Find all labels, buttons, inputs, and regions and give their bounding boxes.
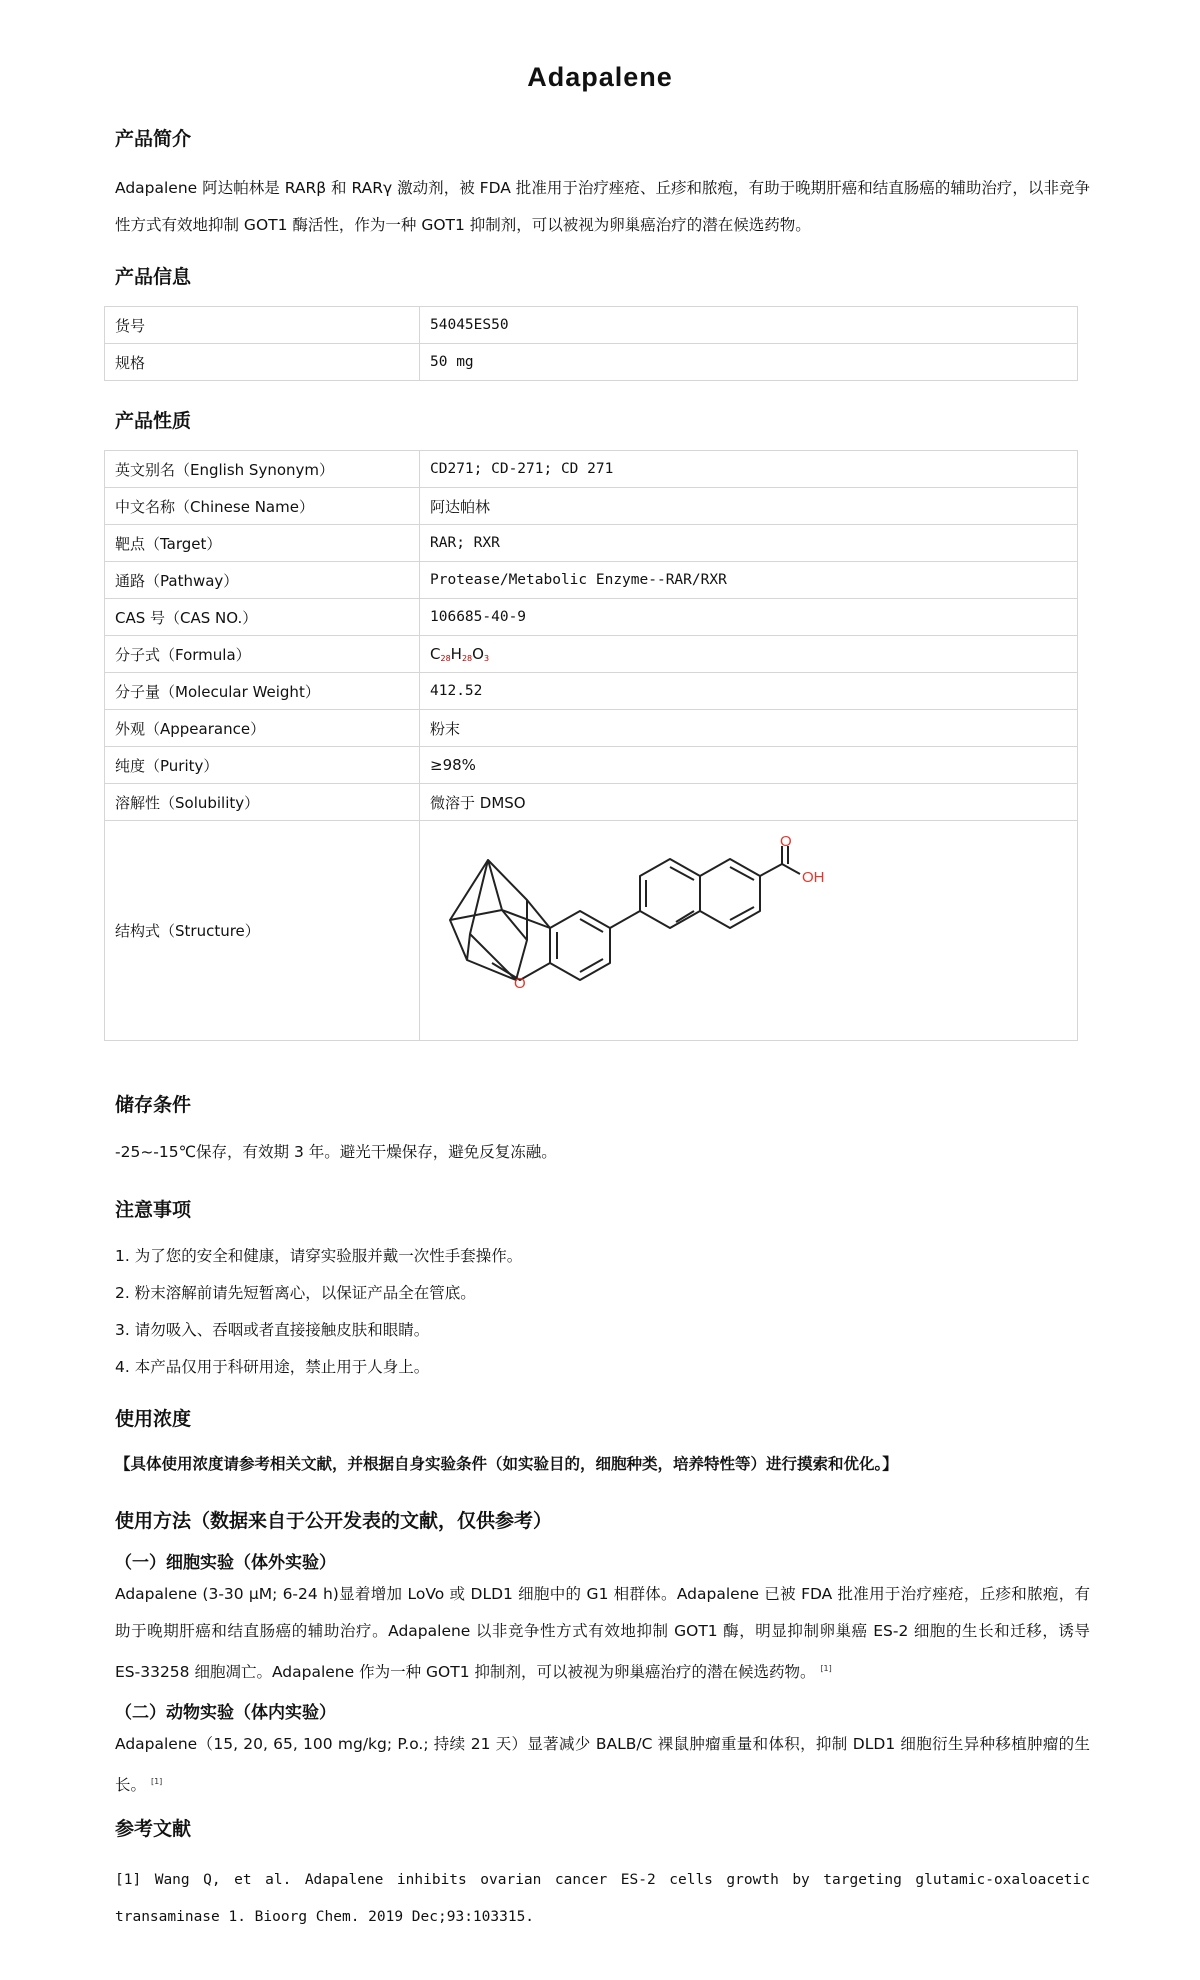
properties-heading: 产品性质 bbox=[115, 410, 192, 432]
cell-experiment-heading: （一）细胞实验（体外实验） bbox=[115, 1553, 336, 1573]
cell-experiment-body: Adapalene (3-30 μM; 6-24 h)显着增加 LoVo 或 DLD1 细胞中的 G1 相群体。Adapalene 已被 FDA 批准用于治疗痤疮，丘疹和脓疱，有助于晚期肝癌和结直肠癌的辅助治疗。Adapalene 以非竞争性方式有效地抑制 GOT1 酶，明显抑制卵巢癌 ES-2 细胞的生长和迁移，诱导 ES-33258 细胞凋亡。Adapalene 作为一种 GOT1 抑制剂，可以被视为卵巢癌治疗的潜在候选药物。 bbox=[115, 1585, 1090, 1682]
structure-image bbox=[432, 832, 852, 1032]
formula-h-sub: 28 bbox=[461, 654, 473, 663]
catalog-number-label: 货号 bbox=[105, 307, 420, 344]
catalog-number-value: 54045ES50 bbox=[420, 307, 1078, 344]
table-row bbox=[105, 784, 1078, 821]
property-value: ≥98% bbox=[420, 747, 1078, 784]
reference-item: [1] Wang Q, et al. Adapalene inhibits ovarian cancer ES-2 cells growth by targeting glutamic-oxaloacetic transaminase 1. Bioorg Chem. 2019 Dec;93:103315. bbox=[115, 1872, 1090, 1925]
table-row bbox=[105, 488, 1078, 525]
product-info-heading: 产品信息 bbox=[115, 266, 192, 288]
property-value: 粉末 bbox=[420, 710, 1078, 747]
notes-heading: 注意事项 bbox=[115, 1199, 192, 1221]
intro-heading: 产品简介 bbox=[115, 128, 192, 150]
property-label: 外观（Appearance） bbox=[105, 710, 420, 747]
table-row bbox=[105, 636, 1078, 673]
note-item: 2. 粉末溶解前请先短暂离心，以保证产品全在管底。 bbox=[115, 1284, 476, 1302]
note-item: 1. 为了您的安全和健康，请穿实验服并戴一次性手套操作。 bbox=[115, 1247, 523, 1265]
table-row bbox=[105, 747, 1078, 784]
structure-cell bbox=[420, 821, 1078, 1041]
table-row bbox=[105, 599, 1078, 636]
citation-ref: [1] bbox=[150, 1777, 163, 1786]
formula-h: H bbox=[450, 645, 462, 663]
note-item: 3. 请勿吸入、吞咽或者直接接触皮肤和眼睛。 bbox=[115, 1321, 430, 1339]
property-value: CD271; CD-271; CD 271 bbox=[420, 451, 1078, 488]
formula-o-sub: 3 bbox=[483, 654, 490, 663]
size-value: 50 mg bbox=[420, 344, 1078, 381]
citation-ref: [1] bbox=[820, 1664, 832, 1673]
methoxy-oxygen-label: O bbox=[514, 974, 526, 992]
property-label: 中文名称（Chinese Name） bbox=[105, 488, 420, 525]
storage-text: -25~-15℃保存，有效期 3 年。避光干燥保存，避免反复冻融。 bbox=[115, 1143, 557, 1161]
formula-c: C bbox=[430, 645, 441, 663]
animal-experiment-text bbox=[115, 1726, 1090, 1804]
properties-table bbox=[104, 450, 1078, 1041]
structure-label: 结构式（Structure） bbox=[105, 821, 420, 1041]
property-value: RAR; RXR bbox=[420, 525, 1078, 562]
property-value: 106685-40-9 bbox=[420, 599, 1078, 636]
table-row bbox=[105, 451, 1078, 488]
size-label: 规格 bbox=[105, 344, 420, 381]
table-row bbox=[105, 344, 1078, 381]
hydroxyl-label: OH bbox=[802, 868, 825, 886]
concentration-heading: 使用浓度 bbox=[115, 1408, 192, 1430]
formula-value bbox=[420, 636, 1078, 673]
cell-experiment-text bbox=[115, 1576, 1090, 1691]
molecule-bonds bbox=[450, 846, 800, 980]
carbonyl-oxygen-label: O bbox=[780, 832, 792, 850]
property-label: CAS 号（CAS NO.） bbox=[105, 599, 420, 636]
formula-o: O bbox=[472, 645, 484, 663]
table-row bbox=[105, 525, 1078, 562]
property-label: 通路（Pathway） bbox=[105, 562, 420, 599]
property-label: 英文别名（English Synonym） bbox=[105, 451, 420, 488]
property-label: 分子式（Formula） bbox=[105, 636, 420, 673]
property-value: 阿达帕林 bbox=[420, 488, 1078, 525]
animal-experiment-heading: （二）动物实验（体内实验） bbox=[115, 1703, 336, 1723]
references-heading: 参考文献 bbox=[115, 1818, 192, 1840]
property-label: 纯度（Purity） bbox=[105, 747, 420, 784]
product-info-table bbox=[104, 306, 1078, 381]
formula-c-sub: 28 bbox=[440, 654, 451, 663]
property-label: 靶点（Target） bbox=[105, 525, 420, 562]
property-label: 分子量（Molecular Weight） bbox=[105, 673, 420, 710]
note-item: 4. 本产品仅用于科研用途，禁止用于人身上。 bbox=[115, 1358, 430, 1376]
usage-heading: 使用方法（数据来自于公开发表的文献，仅供参考） bbox=[115, 1510, 553, 1532]
animal-experiment-body: Adapalene（15, 20, 65, 100 mg/kg; P.o.; 持续 21 天）显著减少 BALB/C 裸鼠肿瘤重量和体积，抑制 DLD1 细胞衍生异种移植肿瘤的生长。 bbox=[115, 1735, 1090, 1795]
property-label: 溶解性（Solubility） bbox=[105, 784, 420, 821]
table-row bbox=[105, 673, 1078, 710]
property-value: Protease/Metabolic Enzyme--RAR/RXR bbox=[420, 562, 1078, 599]
storage-heading: 储存条件 bbox=[115, 1094, 192, 1116]
table-row bbox=[105, 562, 1078, 599]
property-value: 412.52 bbox=[420, 673, 1078, 710]
intro-text: Adapalene 阿达帕林是 RARβ 和 RARγ 激动剂，被 FDA 批准用于治疗痤疮、丘疹和脓疱，有助于晚期肝癌和结直肠癌的辅助治疗，以非竞争性方式有效地抑制 GOT1 酶活性，作为一种 GOT1 抑制剂，可以被视为卵巢癌治疗的潜在候选药物。 bbox=[115, 179, 1090, 234]
table-row bbox=[105, 710, 1078, 747]
table-row bbox=[105, 821, 1078, 1041]
table-row bbox=[105, 307, 1078, 344]
property-value: 微溶于 DMSO bbox=[420, 784, 1078, 821]
page-title: Adapalene bbox=[527, 62, 673, 92]
concentration-text: 【具体使用浓度请参考相关文献，并根据自身实验条件（如实验目的，细胞种类，培养特性等）进行摸索和优化。】 bbox=[115, 1455, 898, 1473]
